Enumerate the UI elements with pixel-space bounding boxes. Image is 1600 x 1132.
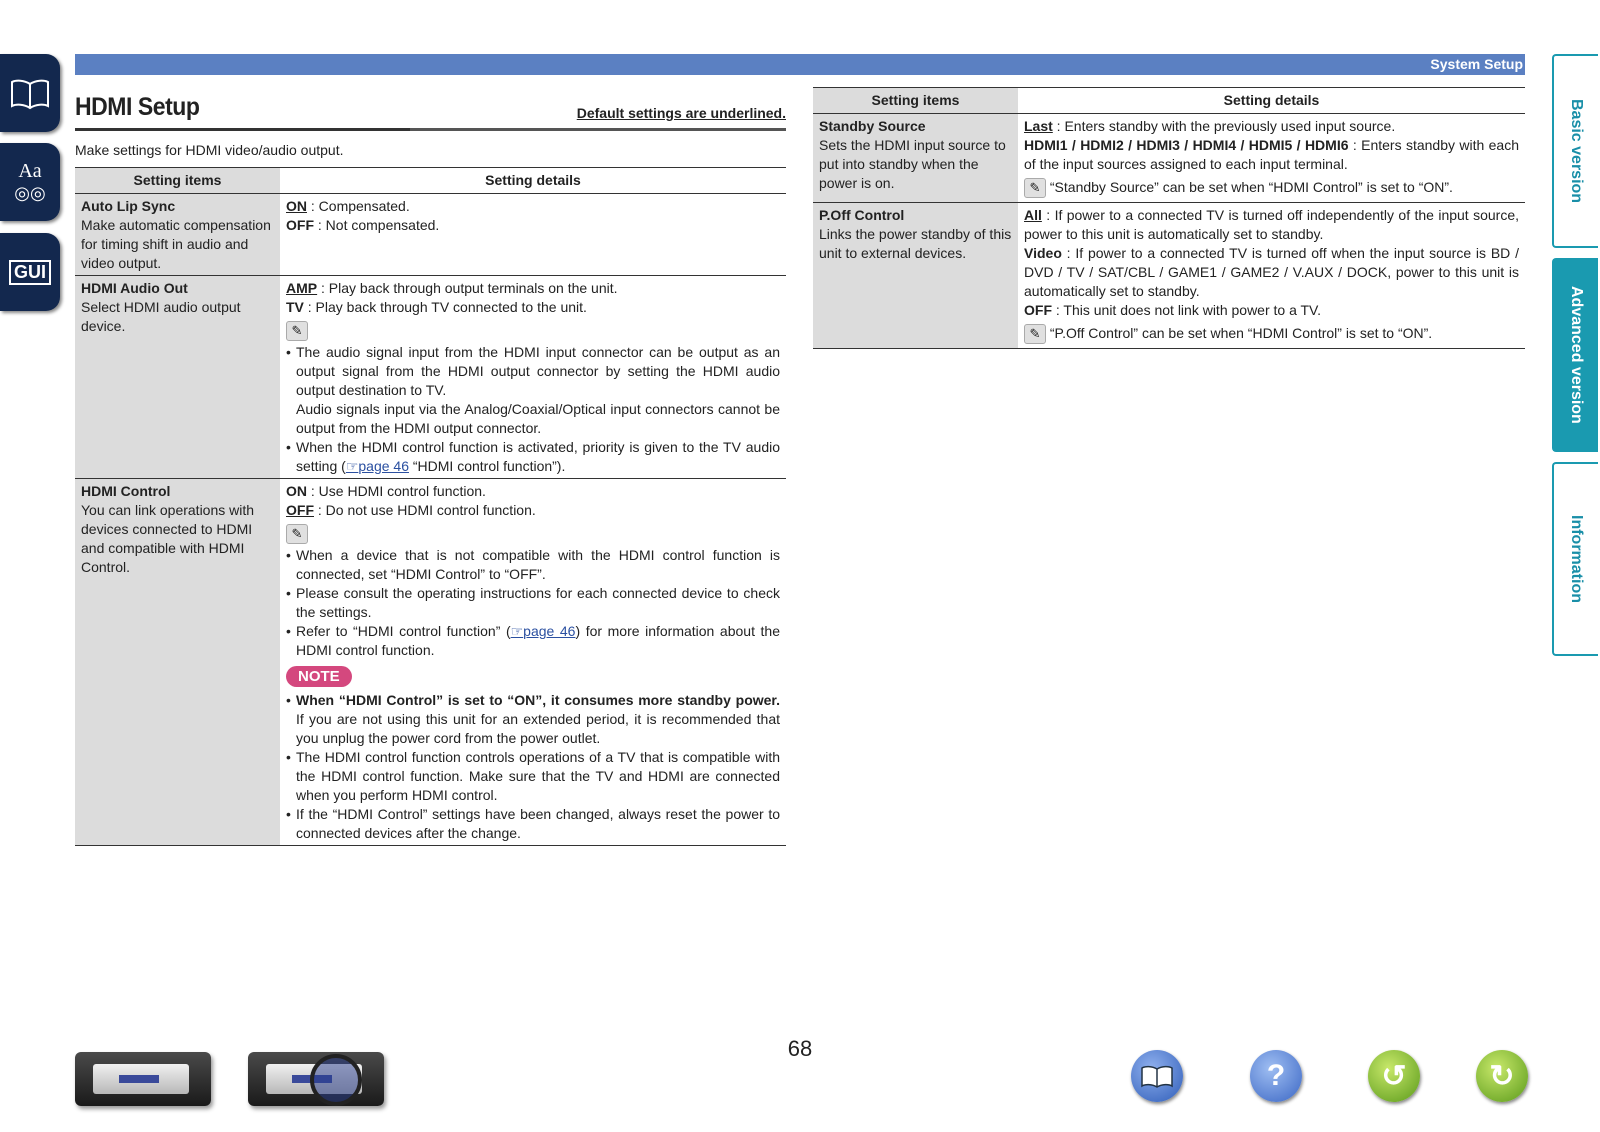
item-desc: Select HDMI audio output device. bbox=[81, 299, 241, 334]
option-amp-text: : Play back through output terminals on the unit. bbox=[317, 280, 618, 296]
item-name: P.Off Control bbox=[819, 207, 905, 223]
option-off: OFF bbox=[1024, 302, 1052, 318]
setting-item-hdmi-audio-out bbox=[75, 276, 280, 479]
book-icon bbox=[10, 76, 50, 110]
undo-arrow-icon: ↺ bbox=[1381, 1059, 1407, 1093]
list-item: • If the “HDMI Control” settings have been changed, always reset the power to connected devices after the change. bbox=[296, 805, 780, 843]
list-item: • When the HDMI control function is activated, priority is given to the TV audio setting (☞page 46 “HDMI control function”). bbox=[296, 438, 780, 476]
tab-basic-version[interactable] bbox=[1552, 54, 1598, 248]
front-panel-device-icon[interactable] bbox=[75, 1052, 211, 1106]
magnifier-icon bbox=[310, 1054, 362, 1106]
setting-item-auto-lip-sync bbox=[75, 194, 280, 276]
page-link[interactable]: ☞page 46 bbox=[345, 458, 409, 474]
setting-item-hdmi-control bbox=[75, 479, 280, 846]
section-header-bar bbox=[75, 54, 1525, 75]
option-off-text: : Do not use HDMI control function. bbox=[314, 502, 536, 518]
setting-item-poff-control bbox=[813, 203, 1018, 349]
option-hdmi-list: HDMI1 / HDMI2 / HDMI3 / HDMI4 / HDMI5 / HDMI6 bbox=[1024, 137, 1349, 153]
setting-detail-auto-lip-sync bbox=[280, 194, 786, 276]
table-header-row bbox=[813, 88, 1525, 114]
list-item: • The audio signal input from the HDMI input connector can be output as an output signal from the HDMI output connector by setting the HDMI audio output destination to TV. Audio signals input via the Analog/Coaxial/Optical input connectors cannot be output from the HDMI output connector. bbox=[296, 343, 780, 438]
book-icon bbox=[1140, 1063, 1174, 1089]
list-item: • The HDMI control function controls operations of a TV that is compatible with the HDMI control function. Make sure that the TV and HDMI are connected when you perform HDMI control. bbox=[296, 748, 780, 805]
list-item: • Refer to “HDMI control function” (☞page 46) for more information about the HDMI control function. bbox=[296, 622, 780, 660]
table-header-row bbox=[75, 168, 786, 194]
option-off: OFF bbox=[286, 502, 314, 518]
option-tv: TV bbox=[286, 299, 304, 315]
default-settings-note: Default settings are underlined. bbox=[576, 105, 786, 121]
pointing-hand-icon: ☞ bbox=[345, 458, 359, 474]
list-item: • When a device that is not compatible with the HDMI control function is connected, set “HDMI Control” to “OFF”. bbox=[296, 546, 780, 584]
setting-item-standby-source bbox=[813, 114, 1018, 203]
item-name: HDMI Audio Out bbox=[81, 280, 188, 296]
memo-text: “Standby Source” can be set when “HDMI Control” is set to “ON”. bbox=[1049, 179, 1453, 195]
memo-pencil-icon: ✎ bbox=[1024, 178, 1046, 198]
header-setting-items: Setting items bbox=[75, 168, 280, 194]
table-row bbox=[813, 114, 1525, 203]
page-number: 68 bbox=[787, 1036, 813, 1061]
setting-detail-poff-control: All : If power to a connected TV is turned off independently of the input source, power to this unit is automatically set to standby. Video : If power to a connected TV is turned off when the input source is BD / DVD / TV / SAT/CBL / GAME1 / GAME2 / V.AUX / DOCK, power to this unit is automatically set to standby. OFF : This unit does not link with power to a TV. ✎ “P.Off Control” can be set when “HDMI Control” is set to “ON”. bbox=[1018, 203, 1525, 349]
option-on-text: : Compensated. bbox=[307, 198, 410, 214]
option-on-text: : Use HDMI control function. bbox=[307, 483, 486, 499]
remote-device-zoom-icon[interactable] bbox=[248, 1052, 384, 1106]
help-button[interactable] bbox=[1250, 1050, 1302, 1102]
title-rule bbox=[75, 128, 786, 131]
list-item: • When “HDMI Control” is set to “ON”, it consumes more standby power. If you are not using this unit for an extended period, it is recommended that you unplug the power cord from the power outlet. bbox=[296, 691, 780, 748]
table-row bbox=[75, 479, 786, 846]
contents-book-button[interactable] bbox=[1131, 1050, 1183, 1102]
header-setting-items: Setting items bbox=[813, 88, 1018, 114]
back-button[interactable] bbox=[1368, 1050, 1420, 1102]
note-badge: NOTE bbox=[286, 666, 352, 687]
item-desc: You can link operations with devices connected to HDMI and compatible with HDMI Control. bbox=[81, 502, 255, 575]
option-off: OFF bbox=[286, 217, 314, 233]
option-amp: AMP bbox=[286, 280, 318, 296]
tab-label: Information bbox=[1568, 515, 1585, 603]
list-item: • Please consult the operating instructions for each connected device to check the settings. bbox=[296, 584, 780, 622]
glasses-icon: ◎◎ bbox=[14, 183, 46, 203]
item-desc: Links the power standby of this unit to external devices. bbox=[819, 226, 1012, 261]
setting-detail-hdmi-control bbox=[280, 479, 786, 846]
glossary-icon[interactable] bbox=[0, 143, 60, 221]
item-name: HDMI Control bbox=[81, 483, 171, 499]
memo-pencil-icon: ✎ bbox=[286, 524, 308, 544]
item-name: Standby Source bbox=[819, 118, 926, 134]
setting-detail-hdmi-audio-out bbox=[280, 276, 786, 479]
item-desc: Make automatic compensation for timing shift in audio and video output. bbox=[81, 217, 271, 271]
option-video: Video bbox=[1024, 245, 1062, 261]
gui-icon[interactable] bbox=[0, 233, 60, 311]
tab-information[interactable] bbox=[1552, 462, 1598, 656]
intro-text: Make settings for HDMI video/audio output. bbox=[75, 142, 344, 158]
tab-label: Advanced version bbox=[1568, 286, 1585, 424]
option-on: ON bbox=[286, 483, 307, 499]
left-settings-table bbox=[75, 167, 786, 846]
gui-label: GUI bbox=[9, 260, 51, 285]
page-title: HDMI Setup bbox=[75, 93, 200, 121]
forward-button[interactable] bbox=[1476, 1050, 1528, 1102]
header-setting-details: Setting details bbox=[280, 168, 786, 194]
font-aa-label: Aa bbox=[18, 160, 42, 182]
tab-label: Basic version bbox=[1568, 98, 1585, 204]
option-on: ON bbox=[286, 198, 307, 214]
option-last: Last bbox=[1024, 118, 1053, 134]
manual-book-icon[interactable] bbox=[0, 54, 60, 132]
option-off-text: : Not compensated. bbox=[314, 217, 440, 233]
setting-detail-standby-source: Last : Enters standby with the previously used input source. HDMI1 / HDMI2 / HDMI3 / HDMI4 / HDMI5 / HDMI6 : Enters standby with each of the input sources assigned to each input terminal. ✎ “Standby Source” can be set when “HDMI Control” is set to “ON”. bbox=[1018, 114, 1525, 203]
option-tv-text: : Play back through TV connected to the unit. bbox=[303, 299, 587, 315]
item-name: Auto Lip Sync bbox=[81, 198, 176, 214]
section-title: System Setup bbox=[1430, 56, 1523, 72]
pointing-hand-icon: ☞ bbox=[510, 623, 524, 639]
page-link[interactable]: ☞page 46 bbox=[510, 623, 576, 639]
item-desc: Sets the HDMI input source to put into standby when the power is on. bbox=[819, 137, 1006, 191]
header-setting-details: Setting details bbox=[1018, 88, 1525, 114]
table-row bbox=[75, 194, 786, 276]
right-settings-table bbox=[813, 87, 1525, 349]
redo-arrow-icon: ↻ bbox=[1489, 1059, 1515, 1093]
memo-pencil-icon: ✎ bbox=[286, 321, 308, 341]
question-mark-icon: ? bbox=[1266, 1059, 1286, 1092]
tab-advanced-version[interactable] bbox=[1552, 258, 1598, 452]
memo-text: “P.Off Control” can be set when “HDMI Control” is set to “ON”. bbox=[1049, 325, 1433, 341]
option-all: All bbox=[1024, 207, 1042, 223]
table-row bbox=[75, 276, 786, 479]
memo-pencil-icon: ✎ bbox=[1024, 324, 1046, 344]
table-row bbox=[813, 203, 1525, 349]
